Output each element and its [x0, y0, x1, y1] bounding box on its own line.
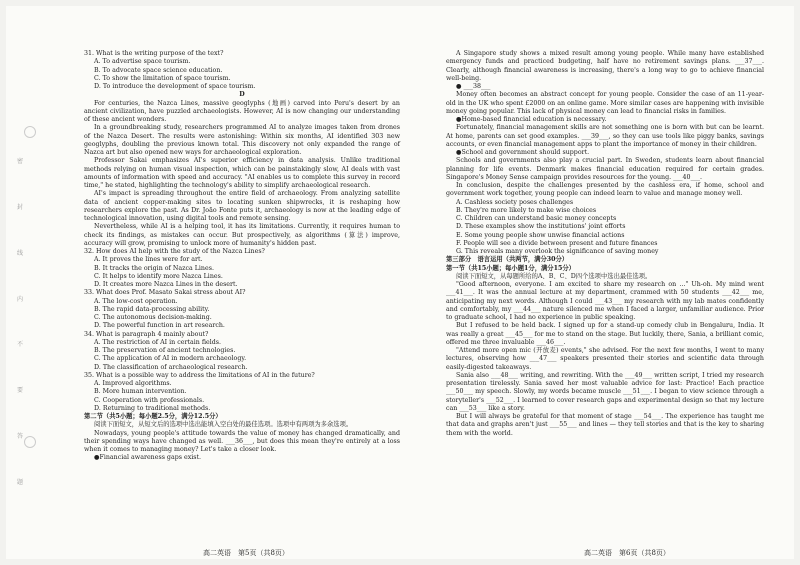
answer-option: A. Improved algorithms.	[94, 380, 172, 387]
question-stem: 32. How does AI help with the study of the Nazca Lines?	[84, 248, 265, 255]
answer-option: C. Cooperation with professionals.	[94, 396, 205, 404]
question-stem: 33. What does Prof. Masato Sakai stress about AI?	[84, 289, 246, 297]
answer-option: D. Returning to traditional methods.	[94, 404, 211, 412]
paragraph: 阅读下面短文，从每题所给的A、B、C、D四个选项中选出最佳选项。	[456, 272, 652, 280]
answer-option: A. It proves the lines were for art.	[94, 256, 203, 264]
answer-option: E. Some young people show unwise financial actions	[456, 231, 625, 239]
paragraph: Money often becomes an abstract concept for young people. Consider the case of an 11-year-old in the UK who spent £2000 on an online game. More similar cases are happening with invisible money going popular. This lack of physical money can lead to financial risks in families.	[446, 91, 764, 115]
section-instruction: 第三部分 语言运用（共两节，满分30分）	[446, 256, 569, 264]
answer-option: A. To advertise space tourism.	[94, 58, 191, 66]
answer-option: G. This reveals many overlook the significance of saving money	[456, 248, 659, 255]
gutter-mark: 要	[16, 387, 23, 395]
answer-option: B. It tracks the origin of Nazca Lines.	[94, 264, 214, 272]
paragraph: AI's impact is spreading throughout the entire field of archaeology. From analyzing satellite data of ancient copper-making sites to locating sunken shipwrecks, it is reshaping how researchers explore the past. As Dr. João Fonte puts it, archaeology is now at the leading edge of technological innovation, using digital tools and remote sensing.	[84, 190, 400, 222]
gutter-mark: 答	[16, 433, 23, 441]
question-stem: 34. What is paragraph 4 mainly about?	[84, 330, 209, 338]
paragraph: Professor Sakai emphasizes AI's superior efficiency in data analysis. Unlike traditional methods relying on human visual inspection, which can be painstakingly slow, AI deals with vast amounts of information with speed and accuracy. "AI enables us to complete this survey in record time," he stated, highlighting the technology's ability to simplify archaeological research.	[84, 157, 400, 189]
answer-option: B. The rapid data-processing ability.	[94, 305, 210, 313]
answer-option: A. The low-cost operation.	[94, 297, 178, 305]
paragraph: For centuries, the Nazca Lines, massive geoglyphs (地画) carved into Peru's desert by an ancient civilization, have puzzled archaeologists. However, AI is now changing our understanding of these ancient wonders.	[84, 99, 400, 123]
paragraph: ●Financial awareness gaps exist.	[94, 454, 202, 462]
question-stem: 35. What is a possible way to address the limitations of AI in the future?	[84, 371, 315, 379]
paragraph: ● ___38___	[456, 83, 491, 90]
paragraph: "Good afternoon, everyone. I am excited to share my research on ..." Uh-oh. My mind went ___41___. It was the annual lecture at my department, crammed with 50 students ___42___ me, anticipating my next words. Although I could ___43___ my research with my lab mates confidently and comfortably, my ___44___ nature silenced me when I faced a larger, unfamiliar audience. Prior to graduate school, I had no experience in public speaking.	[446, 281, 764, 321]
paragraph: Nowadays, young people's attitude towards the value of money has changed dramatically, and their spending ways have changed as well. ___36___, but does this mean they're entirely at a loss when it comes to managing money? Let's take a closer look.	[84, 429, 400, 453]
gutter-mark: 线	[16, 249, 23, 257]
answer-option: B. They're more likely to make wise choices	[456, 206, 597, 214]
answer-option: C. The application of AI in modern archaeology.	[94, 355, 247, 363]
answer-option: C. The autonomous decision-making.	[94, 314, 212, 321]
gutter-mark: 不	[16, 341, 23, 349]
exam-sheet	[6, 6, 794, 559]
answer-option: C. Children can understand basic money concepts	[456, 215, 617, 222]
page-footer-right: 高二英语 第6页（共8页）	[584, 549, 670, 557]
paragraph: Nevertheless, while AI is a helping tool, it has its limitations. Currently, it requires human to check its findings, as mistakes can occur. But prospectively, as algorithms (算法) improve, accuracy will grow, promising to unlock more of humanity's hidden past.	[84, 223, 400, 247]
gutter-mark: 题	[16, 478, 23, 486]
paragraph: In a groundbreaking study, researchers programmed AI to analyze images taken from drones of the Nazca Desert. The results were astonishing: Within six months, AI identified 303 new geoglyphs, doubling the previous known total. This discovery not only expanded the range of Nazca art but also opened new ways for archaeological exploration.	[84, 124, 400, 156]
gutter-mark: 内	[16, 295, 23, 303]
question-stem: 31. What is the writing purpose of the text?	[84, 50, 224, 57]
answer-option: A. Cashless society poses challenges	[456, 198, 574, 206]
page-footer-left: 高二英语 第5页（共8页）	[203, 549, 289, 557]
paragraph: Schools and governments also play a crucial part. In Sweden, students learn about financial planning for life events. Denmark makes financial education required for certain grades. Singapore's Money Sense campaign provides resources for the young. ___40___.	[446, 157, 764, 181]
section-instruction: 第一节（共15小题；每小题1分，满分15分）	[446, 264, 575, 272]
paragraph: ●Home-based financial education is necessary.	[456, 116, 607, 123]
answer-option: D. The powerful function in art research.	[94, 322, 225, 330]
answer-option: B. The preservation of ancient technologies.	[94, 347, 236, 354]
answer-option: D. These examples show the institutions' joint efforts	[456, 223, 626, 231]
section-instruction: 第二节（共5小题；每小题2.5分，满分12.5分）	[84, 413, 222, 420]
answer-option: D. To introduce the development of space tourism.	[94, 83, 256, 90]
paragraph: But I will always be grateful for that moment of stage ___54___. The experience has taught me that data and graphs aren't just ___55___ and lines — they tell stories and that is the key to sharing them with the world.	[446, 413, 764, 437]
answer-option: A. The restriction of AI in certain fields.	[94, 338, 222, 346]
paragraph: But I refused to be held back. I signed up for a stand-up comedy club in Bengaluru, India. It was really a great ___45___ for me to stand on the stage. But luckily, there, Sania, a brilliant comic, offered me three invaluable ___46___.	[446, 322, 764, 346]
binding-hole	[24, 126, 36, 138]
right-page-column	[446, 50, 764, 438]
section-heading: D	[239, 91, 245, 99]
answer-option: C. It helps to identify more Nazca Lines.	[94, 272, 223, 280]
paragraph: A Singapore study shows a mixed result among young people. While many have established emergency funds and practiced budgeting, half have no retirement savings plans. ___37___. Clearly, although financial awareness is increasing, there's a long way to go to achieve financial well-being.	[446, 50, 764, 82]
paragraph: 阅读下面短文，从短文后的选项中选出能填入空白处的最佳选项。选项中有两项为多余选项。	[94, 421, 353, 429]
answer-option: B. More human intervention.	[94, 388, 187, 396]
paragraph: ●School and government should support.	[456, 149, 590, 156]
left-page-column	[84, 50, 400, 463]
paragraph: Fortunately, financial management skills are not something one is born with but can be learnt. At home, parents can set good examples. ___39___, so they can use tools like piggy banks, savings accounts, or even financial management apps to plant the importance of money in their children.	[446, 124, 764, 148]
answer-option: C. To show the limitation of space tourism.	[94, 74, 231, 82]
answer-option: D. It creates more Nazca Lines in the desert.	[94, 281, 238, 288]
paragraph: "Attend more open mic (开放麦) events," she advised. For the next few months, I went to many lectures, observing how ___47___ speakers presented their stories and scientific data through easily-digested takeaways.	[446, 347, 764, 371]
paragraph: In conclusion, despite the challenges presented by the cashless era, if home, school and government work together, young people can indeed learn to value and manage money well.	[446, 182, 764, 198]
gutter-mark: 封	[16, 203, 23, 211]
binding-gutter	[14, 156, 26, 486]
gutter-mark: 密	[16, 158, 23, 165]
answer-option: F. People will see a divide between present and future finances	[456, 239, 658, 247]
answer-option: D. The classification of archaeological research.	[94, 363, 248, 371]
answer-option: B. To advocate space science education.	[94, 66, 223, 74]
paragraph: Sania also ___48___ writing, and rewriting. With the ___49___ written script, I tried my research presentation tirelessly. Sania saved her most valuable advice for last: Practice! Each practice ___50___ my speech. Slowly, my words became muscle ___51___. I began to view science through a storyteller's ___52___. I learned to cover research gaps and experimental design so that my lecture can ___53___ like a story.	[446, 371, 764, 412]
